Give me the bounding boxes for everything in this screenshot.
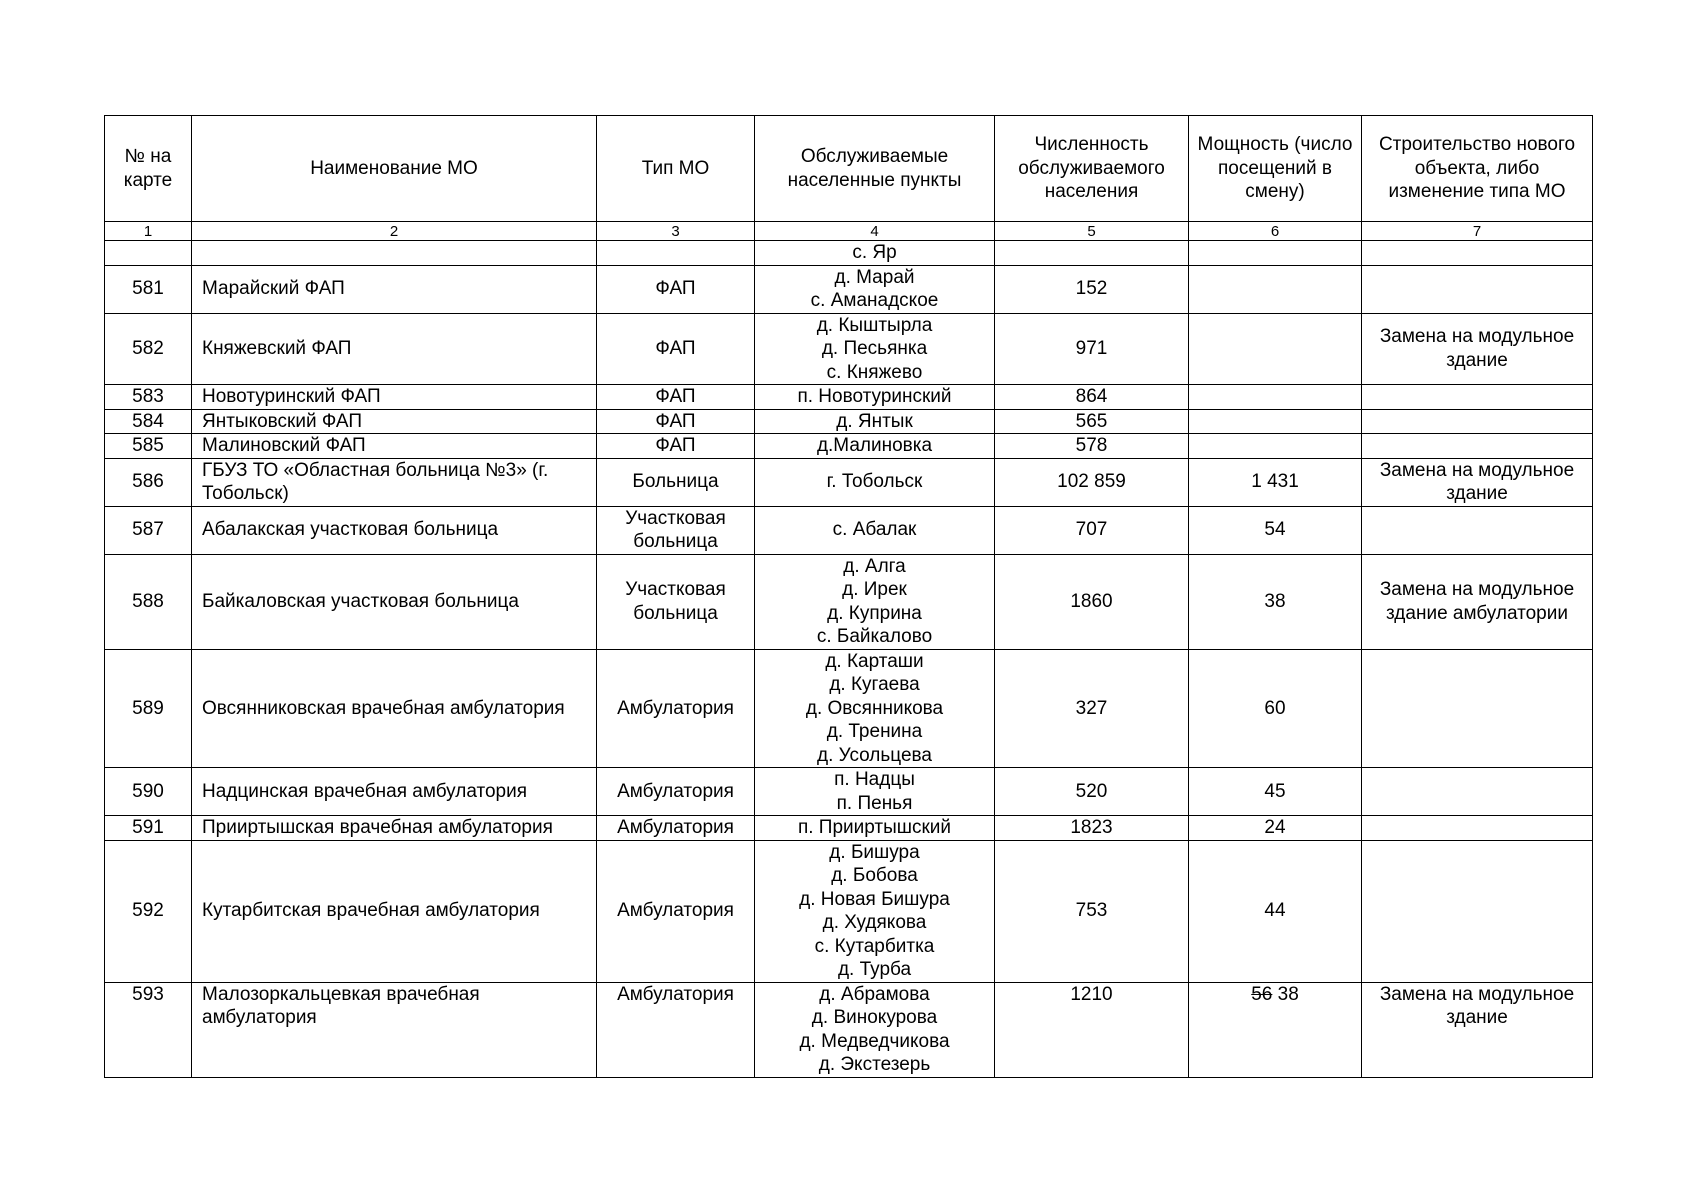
cell-population: 565 bbox=[995, 409, 1189, 434]
cell-population: 102 859 bbox=[995, 458, 1189, 506]
cell-empty bbox=[105, 241, 192, 266]
header-population: Численность обслуживаемого населения bbox=[995, 116, 1189, 222]
cell-facility-name: Марайский ФАП bbox=[192, 265, 597, 313]
cell-settlements bbox=[755, 409, 995, 434]
cell-facility-name: Княжевский ФАП bbox=[192, 313, 597, 385]
cell-facility-name: Абалакская участковая больница bbox=[192, 506, 597, 554]
table-row bbox=[105, 385, 1593, 410]
cell-settlements bbox=[755, 313, 995, 385]
cell-map-number: 588 bbox=[105, 554, 192, 649]
cell-capacity bbox=[1189, 434, 1362, 459]
cell-facility-type: ФАП bbox=[597, 313, 755, 385]
continuation-row bbox=[105, 241, 1593, 266]
cell-map-number: 583 bbox=[105, 385, 192, 410]
cell-settlements bbox=[755, 982, 995, 1077]
table-row bbox=[105, 265, 1593, 313]
settlement: д. Ирек bbox=[842, 579, 907, 600]
cell-construction bbox=[1362, 816, 1593, 841]
cell-empty bbox=[192, 241, 597, 266]
cell-settlements bbox=[755, 554, 995, 649]
column-number: 7 bbox=[1362, 222, 1593, 241]
cell-facility-type: Участковая больница bbox=[597, 554, 755, 649]
cell-population: 578 bbox=[995, 434, 1189, 459]
cell-map-number: 584 bbox=[105, 409, 192, 434]
cell-empty bbox=[1362, 241, 1593, 266]
header-capacity: Мощность (число посещений в смену) bbox=[1189, 116, 1362, 222]
column-number: 1 bbox=[105, 222, 192, 241]
settlement: д. Абрамова bbox=[819, 983, 930, 1005]
cell-map-number: 586 bbox=[105, 458, 192, 506]
settlement: д. Медведчикова bbox=[799, 1030, 950, 1052]
cell-facility-name: Малиновский ФАП bbox=[192, 434, 597, 459]
cell-capacity: 44 bbox=[1189, 840, 1362, 982]
cell-construction bbox=[1362, 649, 1593, 768]
cell-facility-type: Больница bbox=[597, 458, 755, 506]
cell-settlements bbox=[755, 816, 995, 841]
settlement: с. Кутарбитка bbox=[814, 935, 935, 957]
cell-construction bbox=[1362, 506, 1593, 554]
cell-construction: Замена на модульное здание bbox=[1362, 982, 1593, 1077]
cell-population: 152 bbox=[995, 265, 1189, 313]
header-construction: Строительство нового объекта, либо изменение типа МО bbox=[1362, 116, 1593, 222]
cell-construction: Замена на модульное здание bbox=[1362, 458, 1593, 506]
settlement: д. Винокурова bbox=[811, 1007, 938, 1028]
table-row bbox=[105, 409, 1593, 434]
cell-facility-type: Амбулатория bbox=[597, 768, 755, 816]
cell-settlements bbox=[755, 434, 995, 459]
cell-population: 1860 bbox=[995, 554, 1189, 649]
cell-capacity: 54 bbox=[1189, 506, 1362, 554]
settlement: д. Тренина bbox=[826, 721, 923, 742]
settlement: д. Овсянникова bbox=[805, 697, 944, 719]
cell-map-number: 592 bbox=[105, 840, 192, 982]
column-number: 5 bbox=[995, 222, 1189, 241]
settlement: д. Песьянка bbox=[821, 338, 928, 359]
column-number: 3 bbox=[597, 222, 755, 241]
cell-map-number: 593 bbox=[105, 982, 192, 1077]
cell-construction bbox=[1362, 434, 1593, 459]
cell-settlements bbox=[755, 265, 995, 313]
cell-construction bbox=[1362, 265, 1593, 313]
cell-map-number: 590 bbox=[105, 768, 192, 816]
settlement: д. Новая Бишура bbox=[799, 888, 950, 910]
cell-capacity: 38 bbox=[1189, 554, 1362, 649]
cell-settlements bbox=[755, 458, 995, 506]
cell-capacity: 1 431 bbox=[1189, 458, 1362, 506]
cell-capacity bbox=[1189, 385, 1362, 410]
settlement: д. Карташи bbox=[825, 650, 924, 672]
cell-facility-type: ФАП bbox=[597, 409, 755, 434]
table-row bbox=[105, 313, 1593, 385]
cell-map-number: 591 bbox=[105, 816, 192, 841]
table-row bbox=[105, 649, 1593, 768]
cell-population: 864 bbox=[995, 385, 1189, 410]
table-row bbox=[105, 816, 1593, 841]
settlement: д. Усольцева bbox=[817, 744, 932, 766]
capacity-new-value: 38 bbox=[1277, 983, 1299, 1005]
settlement: с. Яр bbox=[852, 242, 897, 263]
settlement: с. Байкалово bbox=[816, 626, 933, 647]
cell-facility-type: ФАП bbox=[597, 434, 755, 459]
cell-facility-name: Прииртышская врачебная амбулатория bbox=[192, 816, 597, 841]
cell-construction bbox=[1362, 385, 1593, 410]
cell-population: 520 bbox=[995, 768, 1189, 816]
settlement: с. Княжево bbox=[826, 361, 923, 383]
cell-capacity: 45 bbox=[1189, 768, 1362, 816]
table-row bbox=[105, 554, 1593, 649]
cell-construction bbox=[1362, 768, 1593, 816]
settlement: с. Абалак bbox=[832, 519, 917, 541]
settlement: д. Худякова bbox=[822, 912, 927, 933]
cell-facility-type: ФАП bbox=[597, 385, 755, 410]
settlement: д. Экстезерь bbox=[818, 1054, 931, 1075]
cell-population: 707 bbox=[995, 506, 1189, 554]
settlement: г. Тобольск bbox=[826, 471, 923, 493]
cell-population: 1823 bbox=[995, 816, 1189, 841]
cell-settlements bbox=[755, 768, 995, 816]
cell-settlements bbox=[755, 840, 995, 982]
cell-map-number: 582 bbox=[105, 313, 192, 385]
header-facility-type: Тип МО bbox=[597, 116, 755, 222]
cell-population: 971 bbox=[995, 313, 1189, 385]
cell-map-number: 581 bbox=[105, 265, 192, 313]
cell-empty bbox=[995, 241, 1189, 266]
cell-facility-type: Участковая больница bbox=[597, 506, 755, 554]
table-row bbox=[105, 506, 1593, 554]
cell-settlements bbox=[755, 241, 995, 266]
cell-facility-type: ФАП bbox=[597, 265, 755, 313]
cell-population: 1210 bbox=[995, 982, 1189, 1077]
table-row bbox=[105, 458, 1593, 506]
cell-capacity bbox=[1189, 982, 1362, 1077]
cell-map-number: 589 bbox=[105, 649, 192, 768]
settlement: д. Кыштырла bbox=[816, 314, 933, 336]
settlement: п. Новотуринский bbox=[797, 386, 952, 407]
cell-map-number: 587 bbox=[105, 506, 192, 554]
cell-settlements bbox=[755, 649, 995, 768]
cell-capacity bbox=[1189, 409, 1362, 434]
settlement: д. Бобова bbox=[831, 865, 918, 886]
settlement: д.Малиновка bbox=[816, 435, 933, 456]
cell-construction: Замена на модульное здание bbox=[1362, 313, 1593, 385]
cell-settlements bbox=[755, 385, 995, 410]
settlement: д. Бишура bbox=[829, 841, 920, 863]
cell-facility-name: Овсянниковская врачебная амбулатория bbox=[192, 649, 597, 768]
column-number: 6 bbox=[1189, 222, 1362, 241]
settlement: п. Прииртышский bbox=[797, 817, 952, 838]
settlement: д. Алга bbox=[843, 555, 906, 577]
header-map-number: № на карте bbox=[105, 116, 192, 222]
cell-facility-type: Амбулатория bbox=[597, 982, 755, 1077]
cell-capacity bbox=[1189, 265, 1362, 313]
cell-map-number: 585 bbox=[105, 434, 192, 459]
table-body bbox=[105, 241, 1593, 1078]
facilities-table bbox=[104, 115, 1593, 1078]
table-row bbox=[105, 982, 1593, 1077]
settlement: д. Кугаева bbox=[829, 674, 920, 695]
cell-facility-type: Амбулатория bbox=[597, 816, 755, 841]
table-row bbox=[105, 768, 1593, 816]
settlement: д. Куприна bbox=[827, 602, 922, 624]
cell-settlements bbox=[755, 506, 995, 554]
settlement: д. Турба bbox=[837, 959, 912, 980]
capacity-old-value: 56 bbox=[1251, 983, 1273, 1005]
cell-capacity: 24 bbox=[1189, 816, 1362, 841]
settlement: с. Аманадское bbox=[810, 290, 939, 311]
column-number: 4 bbox=[755, 222, 995, 241]
cell-facility-type: Амбулатория bbox=[597, 649, 755, 768]
settlement: п. Надцы bbox=[834, 769, 915, 790]
cell-empty bbox=[1189, 241, 1362, 266]
cell-construction bbox=[1362, 840, 1593, 982]
cell-population: 753 bbox=[995, 840, 1189, 982]
cell-empty bbox=[597, 241, 755, 266]
header-row bbox=[105, 116, 1593, 222]
header-facility-name: Наименование МО bbox=[192, 116, 597, 222]
cell-facility-name: ГБУЗ ТО «Областная больница №3» (г. Тобольск) bbox=[192, 458, 597, 506]
cell-capacity bbox=[1189, 313, 1362, 385]
cell-facility-type: Амбулатория bbox=[597, 840, 755, 982]
table-row bbox=[105, 840, 1593, 982]
cell-facility-name: Кутарбитская врачебная амбулатория bbox=[192, 840, 597, 982]
settlement: д. Янтык bbox=[836, 410, 913, 432]
cell-facility-name: Байкаловская участковая больница bbox=[192, 554, 597, 649]
cell-facility-name: Надцинская врачебная амбулатория bbox=[192, 768, 597, 816]
table-row bbox=[105, 434, 1593, 459]
cell-construction bbox=[1362, 409, 1593, 434]
cell-facility-name: Янтыковский ФАП bbox=[192, 409, 597, 434]
header-settlements: Обслуживаемые населенные пункты bbox=[755, 116, 995, 222]
cell-capacity: 60 bbox=[1189, 649, 1362, 768]
cell-facility-name: Новотуринский ФАП bbox=[192, 385, 597, 410]
cell-facility-name: Малозоркальцевкая врачебная амбулатория bbox=[192, 982, 597, 1077]
settlement: п. Пенья bbox=[836, 792, 913, 814]
settlement: д. Марай bbox=[834, 266, 915, 288]
cell-population: 327 bbox=[995, 649, 1189, 768]
column-number: 2 bbox=[192, 222, 597, 241]
cell-construction: Замена на модульное здание амбулатории bbox=[1362, 554, 1593, 649]
column-number-row bbox=[105, 222, 1593, 241]
